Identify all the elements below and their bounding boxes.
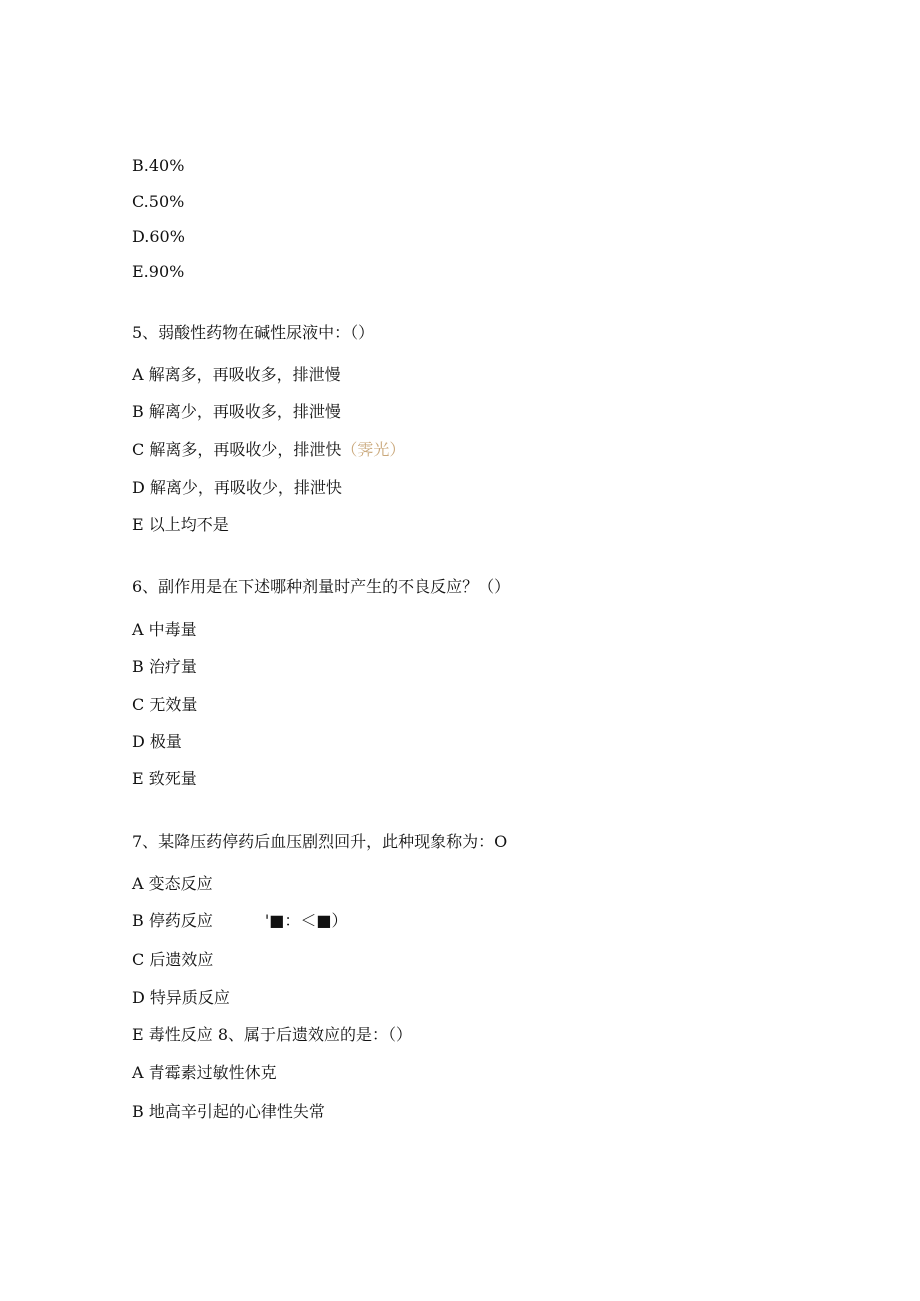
q7-option-b bbox=[132, 911, 348, 931]
q7-option-b-text: B 停药反应 bbox=[132, 911, 213, 930]
q7-question: 7、某降压药停药后血压剧烈回升，此种现象称为：O bbox=[132, 832, 508, 851]
q5-option-c bbox=[132, 440, 405, 460]
q5-question: 5、弱酸性药物在碱性尿液中：（） bbox=[132, 323, 375, 342]
q4-option-d: D.60% bbox=[132, 227, 185, 246]
q4-option-e: E.90% bbox=[132, 262, 185, 281]
q5-option-e: E 以上均不是 bbox=[132, 515, 229, 534]
q5-option-c-note: （霁光） bbox=[341, 440, 406, 459]
q7-option-d: D 特异质反应 bbox=[132, 988, 230, 1007]
q7-option-e-q8-question: E 毒性反应 8、属于后遗效应的是：（） bbox=[132, 1025, 413, 1044]
q6-question: 6、副作用是在下述哪种剂量时产生的不良反应？（） bbox=[132, 577, 511, 596]
q4-option-b: B.40% bbox=[132, 156, 185, 175]
q6-option-c: C 无效量 bbox=[132, 695, 198, 714]
q6-option-a: A 中毒量 bbox=[132, 620, 197, 639]
q6-option-e: E 致死量 bbox=[132, 769, 197, 788]
q4-option-c: C.50% bbox=[132, 192, 185, 211]
q6-option-d: D 极量 bbox=[132, 732, 182, 751]
q5-option-d: D 解离少，再吸收少，排泄快 bbox=[132, 478, 342, 497]
q8-option-a: A 青霉素过敏性休克 bbox=[132, 1063, 277, 1082]
q7-option-c: C 后遗效应 bbox=[132, 950, 214, 969]
q6-option-b: B 治疗量 bbox=[132, 657, 197, 676]
q7-option-a: A 变态反应 bbox=[132, 874, 213, 893]
scan-artifact: '■：＜■） bbox=[264, 911, 348, 930]
q5-option-a: A 解离多，再吸收多，排泄慢 bbox=[132, 365, 341, 384]
q8-option-b: B 地高辛引起的心律性失常 bbox=[132, 1102, 325, 1121]
q5-option-c-text: C 解离多，再吸收少，排泄快 bbox=[132, 440, 342, 459]
q5-option-b: B 解离少，再吸收多，排泄慢 bbox=[132, 402, 341, 421]
